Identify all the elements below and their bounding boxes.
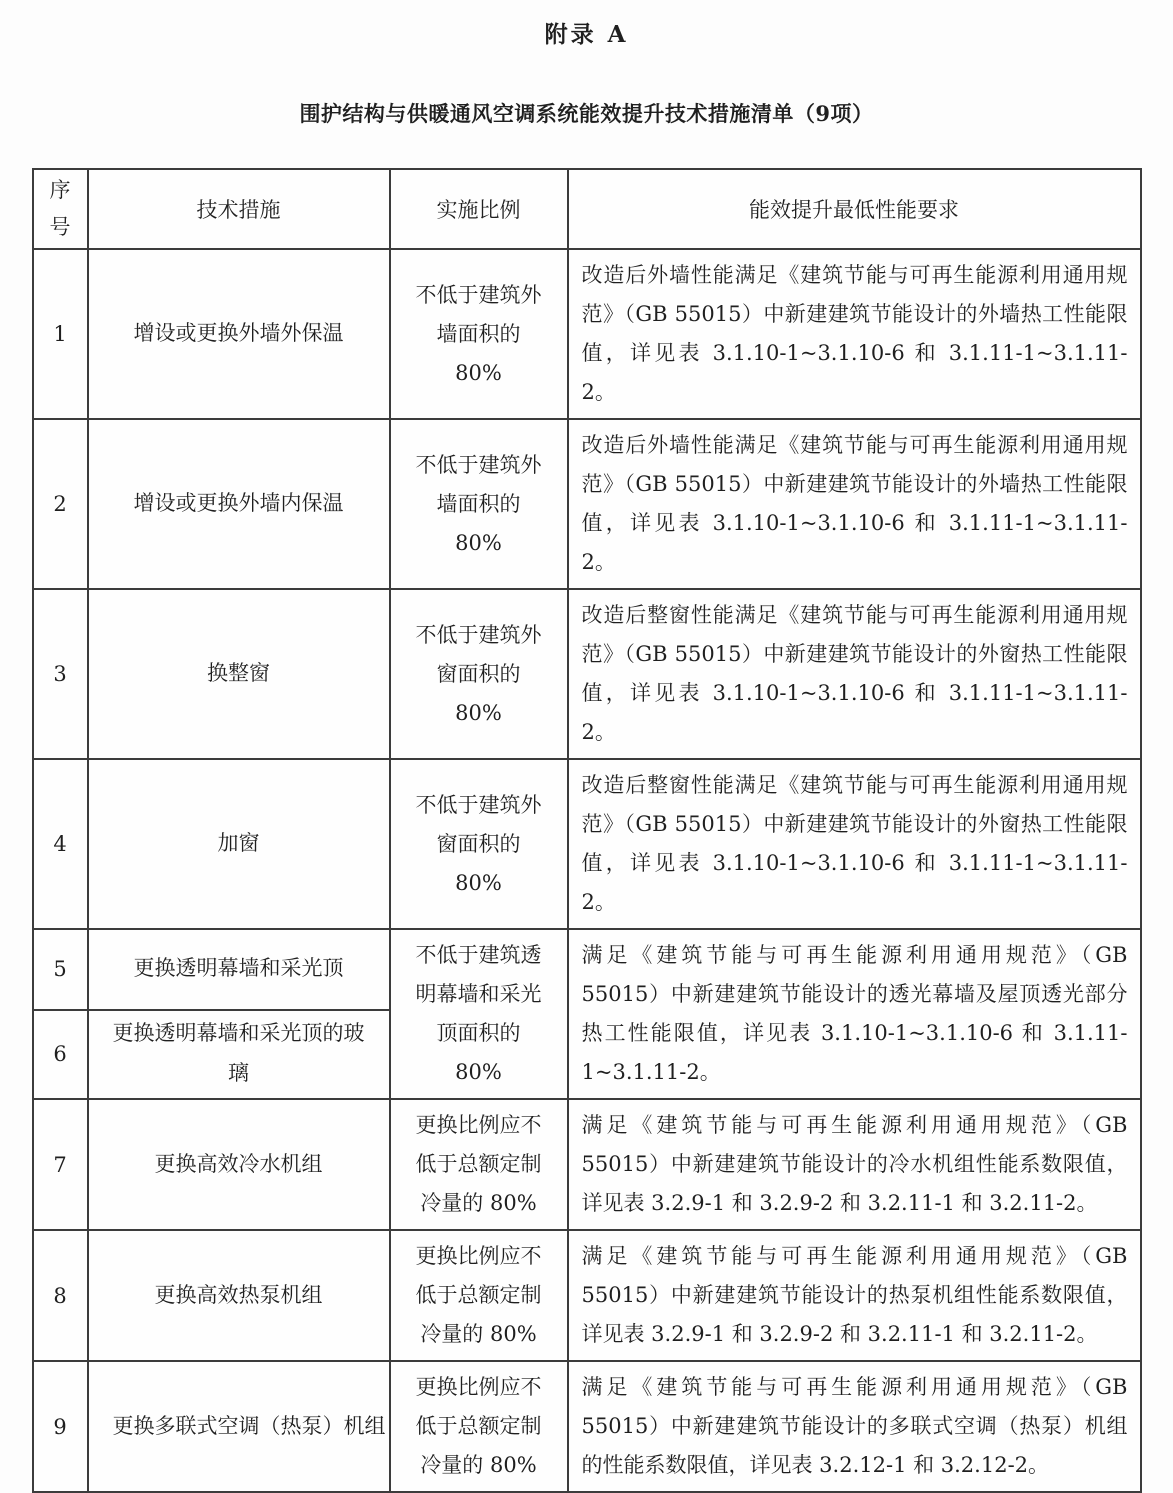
table-row-5 bbox=[33, 929, 1141, 1010]
row-number: 2 bbox=[33, 419, 88, 589]
row-number: 3 bbox=[33, 589, 88, 759]
requirement-cell: 满足《建筑节能与可再生能源利用通用规范》（GB 55015）中新建建筑节能设计的冷水机组性能系数限值，详见表 3.2.9-1 和 3.2.9-2 和 3.2.11-1 和 3.2.11-2。 bbox=[568, 1099, 1141, 1230]
row-number: 6 bbox=[33, 1010, 88, 1099]
measure-cell: 更换透明幕墙和采光顶的玻璃 bbox=[88, 1010, 390, 1099]
measure-cell: 增设或更换外墙外保温 bbox=[88, 249, 390, 419]
ratio-cell bbox=[390, 1099, 568, 1230]
row-number: 8 bbox=[33, 1230, 88, 1361]
ratio-text: 更换比例应不低于总额定制冷量的 80% bbox=[415, 1244, 542, 1346]
requirement-cell: 改造后外墙性能满足《建筑节能与可再生能源利用通用规范》（GB 55015）中新建建筑节能设计的外墙热工性能限值，详见表 3.1.10-1~3.1.10-6 和 3.1.11-1~3.1.11-2。 bbox=[568, 419, 1141, 589]
row-number: 7 bbox=[33, 1099, 88, 1230]
ratio-cell bbox=[390, 1361, 568, 1492]
measure-cell: 更换透明幕墙和采光顶 bbox=[88, 929, 390, 1010]
requirement-cell-merged: 满足《建筑节能与可再生能源利用通用规范》（GB 55015）中新建建筑节能设计的透光幕墙及屋顶透光部分热工性能限值，详见表 3.1.10-1~3.1.10-6 和 3.1.11-1~3.1.11-2。 bbox=[568, 929, 1141, 1099]
ratio-text: 不低于建筑外窗面积的 80% bbox=[415, 792, 542, 895]
ratio-cell bbox=[390, 589, 568, 759]
ratio-text: 更换比例应不低于总额定制冷量的 80% bbox=[415, 1375, 542, 1477]
measure-cell: 更换多联式空调（热泵）机组 bbox=[88, 1361, 390, 1492]
ratio-cell bbox=[390, 1230, 568, 1361]
measure-cell: 更换高效冷水机组 bbox=[88, 1099, 390, 1230]
column-header-no bbox=[33, 169, 88, 249]
ratio-text: 不低于建筑外墙面积的 80% bbox=[415, 282, 542, 385]
requirement-cell: 满足《建筑节能与可再生能源利用通用规范》（GB 55015）中新建建筑节能设计的热泵机组性能系数限值，详见表 3.2.9-1 和 3.2.9-2 和 3.2.11-1 和 3.2.11-2。 bbox=[568, 1230, 1141, 1361]
requirement-cell: 改造后外墙性能满足《建筑节能与可再生能源利用通用规范》（GB 55015）中新建建筑节能设计的外墙热工性能限值，详见表 3.1.10-1~3.1.10-6 和 3.1.11-1~3.1.11-2。 bbox=[568, 249, 1141, 419]
table-header-row bbox=[33, 169, 1141, 249]
document-title: 围护结构与供暖通风空调系统能效提升技术措施清单（9项） bbox=[299, 101, 874, 126]
ratio-cell bbox=[390, 419, 568, 589]
column-header-no-label: 序号 bbox=[49, 178, 71, 239]
ratio-cell bbox=[390, 759, 568, 929]
column-header-requirement: 能效提升最低性能要求 bbox=[568, 169, 1141, 249]
table-row-7 bbox=[33, 1099, 1141, 1230]
ratio-text: 不低于建筑外墙面积的 80% bbox=[415, 452, 542, 555]
table-row-2 bbox=[33, 419, 1141, 589]
row-number: 9 bbox=[33, 1361, 88, 1492]
column-header-ratio: 实施比例 bbox=[390, 169, 568, 249]
table-row-3 bbox=[33, 589, 1141, 759]
ratio-text: 不低于建筑外窗面积的 80% bbox=[415, 622, 542, 725]
requirement-cell: 满足《建筑节能与可再生能源利用通用规范》（GB 55015）中新建建筑节能设计的多联式空调（热泵）机组的性能系数限值，详见表 3.2.12-1 和 3.2.12-2。 bbox=[568, 1361, 1141, 1492]
measure-cell: 更换高效热泵机组 bbox=[88, 1230, 390, 1361]
ratio-text: 不低于建筑透明幕墙和采光顶面积的 80% bbox=[415, 943, 542, 1084]
ratio-cell bbox=[390, 249, 568, 419]
measures-table bbox=[32, 168, 1142, 1493]
appendix-title: 附录 A bbox=[544, 21, 629, 48]
measure-cell: 增设或更换外墙内保温 bbox=[88, 419, 390, 589]
row-number: 5 bbox=[33, 929, 88, 1010]
measure-cell: 加窗 bbox=[88, 759, 390, 929]
table-row-1 bbox=[33, 249, 1141, 419]
requirement-cell: 改造后整窗性能满足《建筑节能与可再生能源利用通用规范》（GB 55015）中新建建筑节能设计的外窗热工性能限值，详见表 3.1.10-1~3.1.10-6 和 3.1.11-1~3.1.11-2。 bbox=[568, 589, 1141, 759]
table-row-9 bbox=[33, 1361, 1141, 1492]
requirement-cell: 改造后整窗性能满足《建筑节能与可再生能源利用通用规范》（GB 55015）中新建建筑节能设计的外窗热工性能限值，详见表 3.1.10-1~3.1.10-6 和 3.1.11-1~3.1.11-2。 bbox=[568, 759, 1141, 929]
ratio-text: 更换比例应不低于总额定制冷量的 80% bbox=[415, 1113, 542, 1215]
table-row-8 bbox=[33, 1230, 1141, 1361]
table-row-4 bbox=[33, 759, 1141, 929]
column-header-measure: 技术措施 bbox=[88, 169, 390, 249]
row-number: 4 bbox=[33, 759, 88, 929]
ratio-cell-merged bbox=[390, 929, 568, 1099]
measure-cell: 换整窗 bbox=[88, 589, 390, 759]
row-number: 1 bbox=[33, 249, 88, 419]
